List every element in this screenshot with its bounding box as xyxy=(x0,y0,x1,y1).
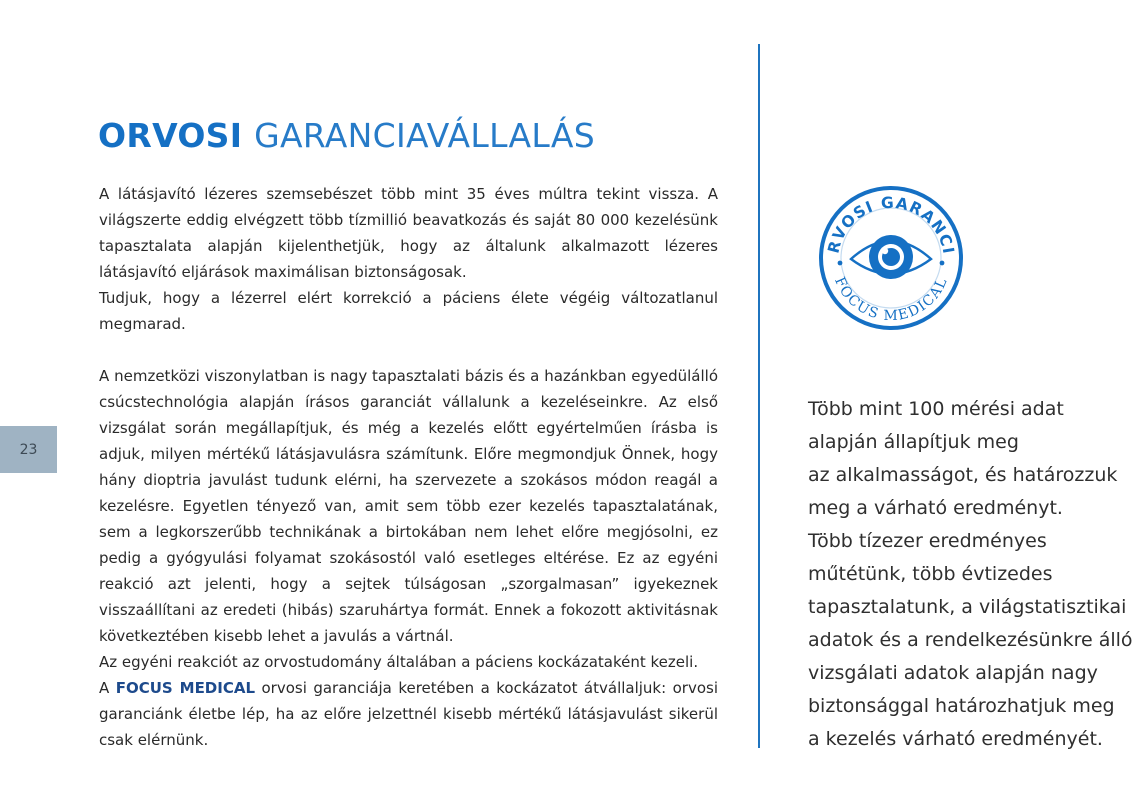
main-text-column xyxy=(99,181,718,753)
eye-icon xyxy=(851,235,931,279)
paragraph-risk: Az egyéni reakciót az orvostudomány általában a páciens kockázataként kezeli. xyxy=(99,653,699,671)
paragraph-history: A látásjavító lézeres szemsebészet több mint 35 éves múltra tekint vissza. A világszerte eddig elvégzett több tízmillió beavatkozás és saját 80 000 kezelésünk tapasztalata alapján kijelenthetjük, hogy az általunk alkalmazott lézeres látásjavító eljárások maximálisan biztonságosak. xyxy=(99,185,718,281)
side-line: tapasztalatunk, a világstatisztikai xyxy=(808,596,1127,618)
title-light: GARANCIAVÁLLALÁS xyxy=(254,116,595,155)
side-line: az alkalmasságot, és határozzuk xyxy=(808,464,1118,486)
p5-prefix: A xyxy=(99,679,116,697)
seal-graphic xyxy=(818,185,964,331)
side-line: műtétünk, több évtizedes xyxy=(808,563,1053,585)
brand-name: FOCUS MEDICAL xyxy=(115,679,256,697)
vertical-divider xyxy=(758,44,760,748)
title-strong: ORVOSI xyxy=(98,116,243,155)
side-line: biztonsággal határozhatjuk meg xyxy=(808,695,1115,717)
side-line: meg a várható eredményt. xyxy=(808,497,1063,519)
side-line: Több tízezer eredményes xyxy=(808,530,1047,552)
guarantee-seal-logo xyxy=(818,185,964,331)
paragraph-guarantee: A nemzetközi viszonylatban is nagy tapasztalati bázis és a hazánkban egyedülálló csúcstechnológia alapján írásos garanciát vállalunk a kezeléseinkre. Az első vizsgálat során megállapítjuk, és még a kezelés előtt egyértelműen írásba is adjuk, milyen mértékű látásjavulásra számítunk. Előre megmondjuk Önnek, hogy hány dioptria javulást tudunk elérni, ha szervezete a szokásos módon reagál a kezelésre. Egyetlen tényező van, amit sem több ezer kezelés tapasztalatának, sem a legkorszerűbb technikának a birtokában nem lehet előre megjósolni, ez pedig a gyógyulási folyamat szokásostól való esetleges eltérése. Ez az egyéni reakció azt jelenti, hogy a sejtek túlságosan „szorgalmasan” igyekeznek visszaállítani az eredeti (hibás) szaruhártya formát. Ennek a fokozott aktivitásnak következtében kisebb lehet a javulás a vártnál. xyxy=(99,367,718,645)
page-number: 23 xyxy=(19,441,38,458)
side-text-column xyxy=(808,393,1133,756)
paragraph-permanence: Tudjuk, hogy a lézerrel elért korrekció a páciens élete végéig változatlanul megmarad. xyxy=(99,289,718,333)
side-line: alapján állapítjuk meg xyxy=(808,431,1019,453)
paragraph-focus-medical xyxy=(99,675,718,753)
page-title xyxy=(98,114,595,158)
paragraph-gap xyxy=(99,337,718,363)
seal-top-text: RVOSI GARANCI xyxy=(824,193,958,256)
page-number-tab xyxy=(0,426,57,473)
side-line: vizsgálati adatok alapján nagy xyxy=(808,662,1098,684)
side-line: a kezelés várható eredményét. xyxy=(808,728,1103,750)
side-line: adatok és a rendelkezésünkre álló xyxy=(808,629,1133,651)
seal-bottom-text: FOCUS MEDICAL xyxy=(831,274,951,325)
p5-suffix: orvosi garanciája keretében a kockázatot átvállaljuk: orvosi garanciánk életbe lép, ha az előre jelzettnél kisebb mértékű látásjavulást sikerül csak elérnünk. xyxy=(99,679,719,749)
side-line: Több mint 100 mérési adat xyxy=(808,398,1064,420)
